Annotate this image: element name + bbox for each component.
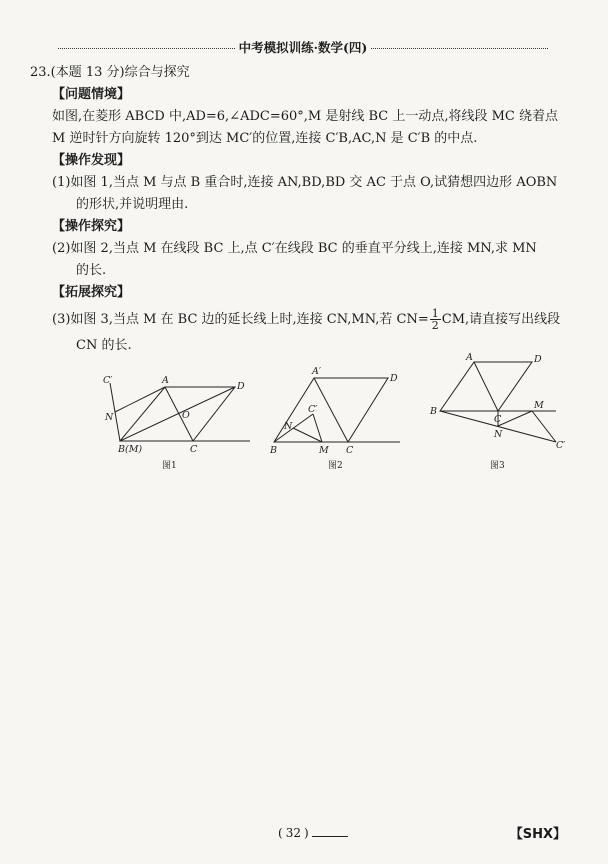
page-number-underline [312,836,348,837]
page-number-close: ) [303,826,309,840]
fig1-label-c-prime: C′ [103,375,113,386]
fig1-label-a: A [162,375,169,386]
fig3-segment-mn [498,411,532,426]
question-3-text-1 [30,308,575,331]
document-code: 【SHX】 [509,827,566,842]
fig2-label-c: C [346,445,354,456]
question-1-text-2: 的形状,并说明理由. [76,197,189,212]
fig2-label-a-prime: A′ [312,366,322,377]
fig3-label-c-prime: C′ [556,440,566,451]
fig3-label-d: D [534,354,542,365]
fraction-denominator: 2 [431,319,439,332]
question-3-suffix: CM,请直接写出线段 [441,312,561,327]
fig3-diagonal-ac [474,362,498,411]
fig2-label-m: M [319,445,329,456]
question-1-text-1: (1)如图 1,当点 M 与点 B 重合时,连接 AN,BD,BD 交 AC 于点 O,试猜想四边形 AOBN [52,175,558,190]
extend-heading: 【拓展探究】 [52,285,131,300]
figure-1 [90,350,250,475]
fig2-label-d: D [390,373,398,384]
fig3-label-c: C [494,414,502,425]
question-3-prefix: (3)如图 3,当点 M 在 BC 边的延长线上时,连接 CN,MN,若 CN= [52,312,429,327]
situation-heading: 【问题情境】 [52,87,131,102]
fig3-caption: 图3 [490,461,505,471]
fig3-label-b: B [430,406,437,417]
page-number [278,826,348,840]
situation-text-1: 如图,在菱形 ABCD 中,AD=6,∠ADC=60°,M 是射线 BC 上一动点,将线段 MC 绕着点 [52,109,559,124]
fig2-label-c-prime: C′ [308,404,318,415]
explore-heading: 【操作探究】 [52,219,131,234]
fig1-caption: 图1 [162,461,177,471]
header-dots-left [58,48,235,49]
problem-number: 23.(本题 13 分)综合与探究 [30,65,190,80]
page-number-value: 32 [285,826,301,840]
question-2-text-2: 的长. [76,263,107,278]
page-header [58,38,548,56]
fig1-diagonal-bd [120,387,235,441]
header-title: 中考模拟训练·数学(四) [238,40,368,55]
header-dots-right [371,48,548,49]
question-2-text-1: (2)如图 2,当点 M 在线段 BC 上,点 C′在线段 BC 的垂直平分线上,连接 MN,求 MN [52,241,537,256]
fig2-label-n: N [284,421,293,432]
figures-row [90,350,570,475]
discover-heading: 【操作发现】 [52,153,131,168]
fig2-label-b: B [270,445,277,456]
fig2-caption: 图2 [328,461,343,471]
question-3-text-2: CN 的长. [76,338,132,353]
fig3-segment-mc-prime [532,411,556,442]
fig3-label-m: M [534,400,544,411]
figure-3 [428,350,570,475]
fraction-one-half [430,308,441,331]
fig1-label-o: O [182,410,190,421]
figure-2 [270,350,405,475]
fig1-label-n: N [105,412,114,423]
fig1-segment-an [115,387,165,412]
page-number-open: ( [278,826,283,840]
fig3-label-n: N [494,429,503,440]
fig1-label-c: C [190,444,198,455]
fig1-label-bm: B(M) [118,444,143,455]
fig3-label-a: A [466,352,473,363]
problem-body [30,62,575,357]
fraction-numerator: 1 [431,307,439,320]
fig1-label-d: D [237,381,245,392]
situation-text-2: M 逆时针方向旋转 120°到达 MC′的位置,连接 C′B,AC,N 是 C′B 的中点. [52,131,478,146]
